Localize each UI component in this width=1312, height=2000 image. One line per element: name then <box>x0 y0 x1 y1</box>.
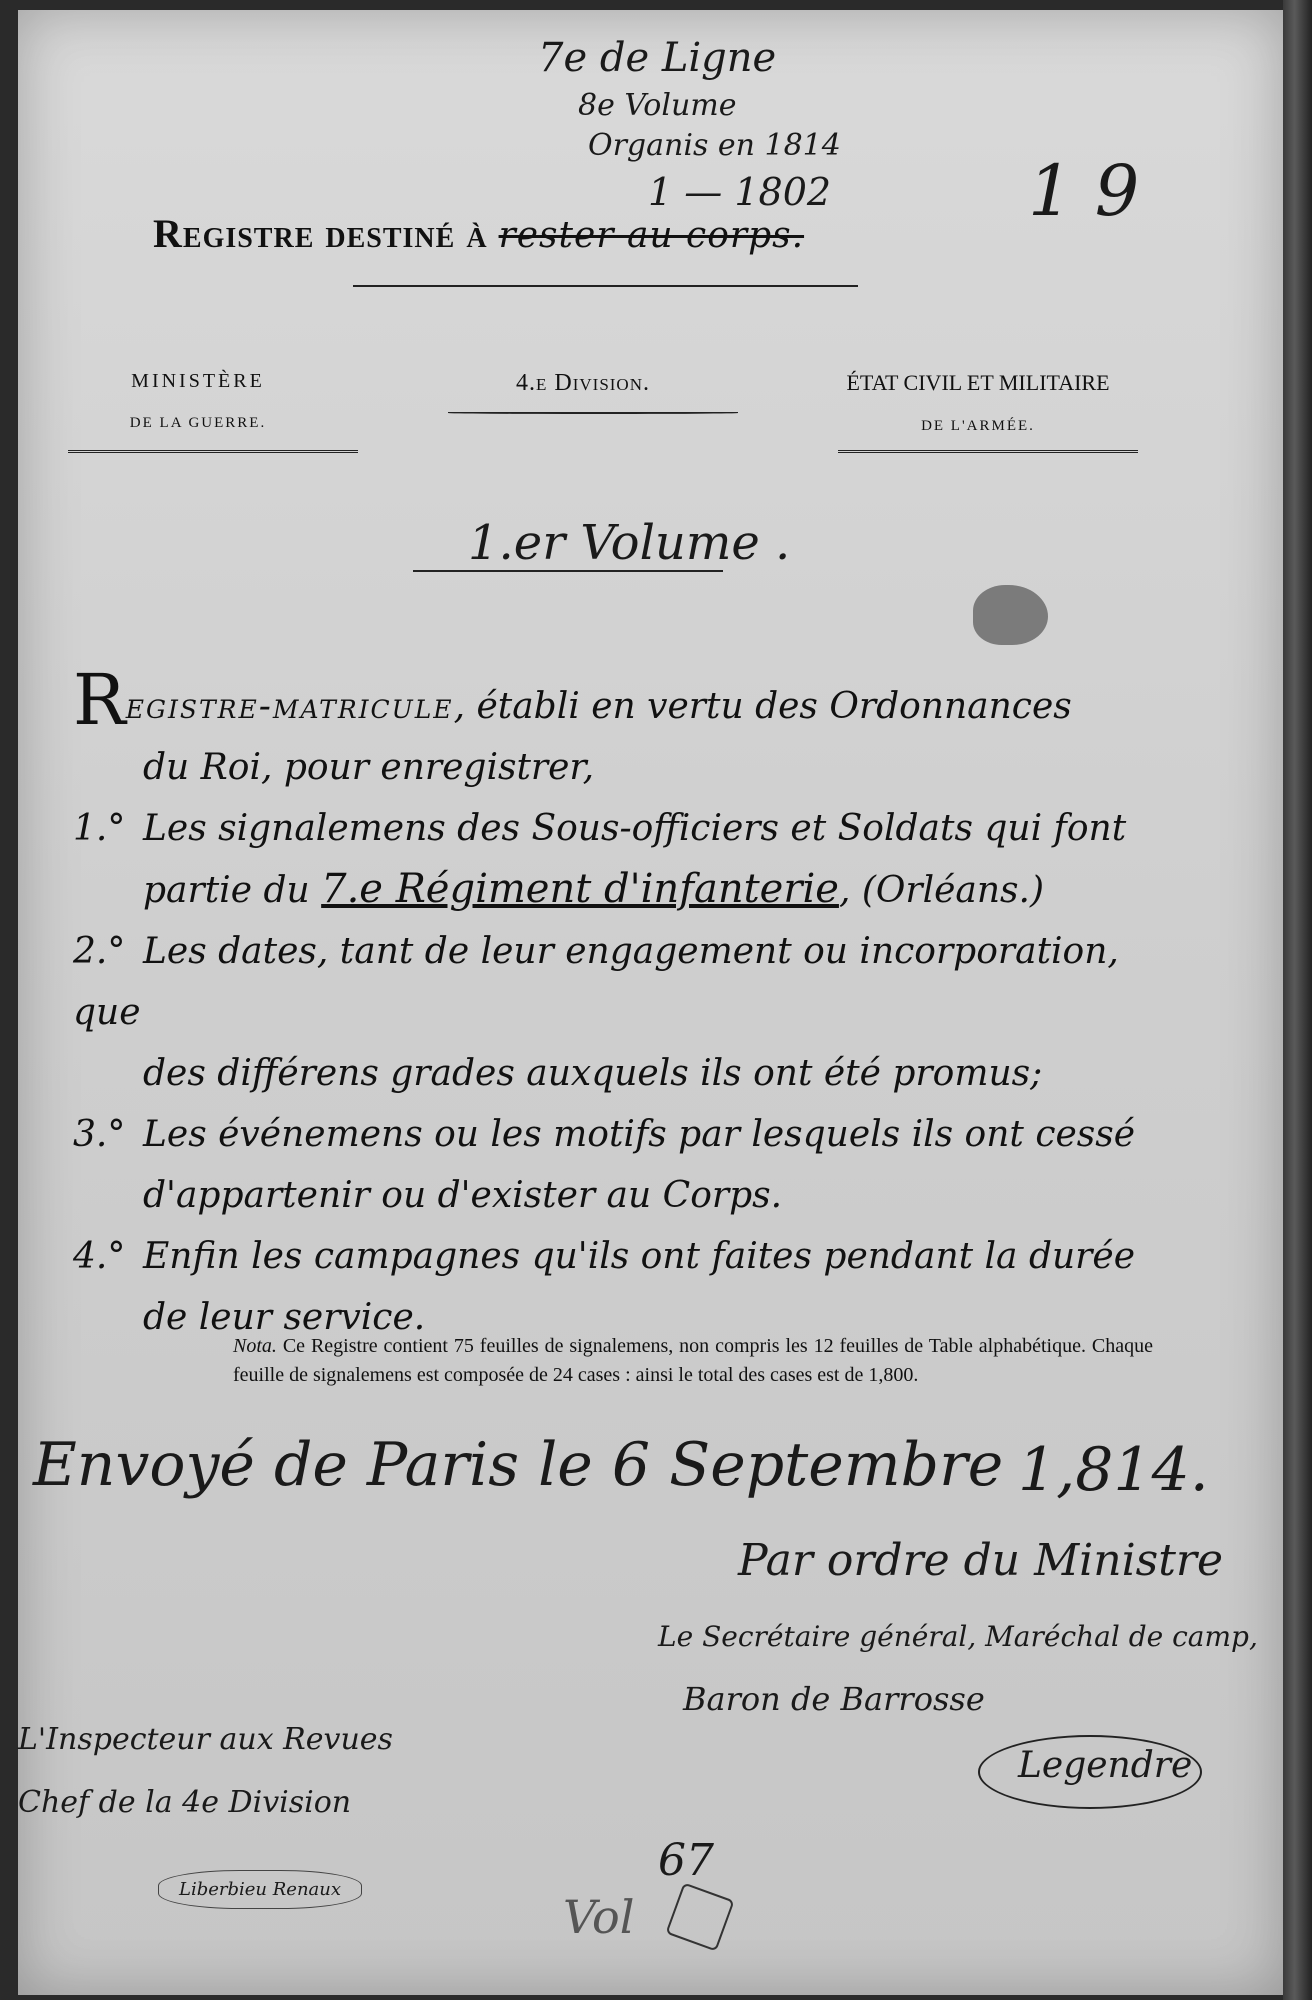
folio-number: 67 <box>658 1835 714 1886</box>
item1-text: Les signalemens des Sous-officiers et Soldats qui font <box>143 808 1127 849</box>
item1-pre: partie du <box>143 870 310 911</box>
intro-register-term: egistre-matricule <box>125 686 454 727</box>
item4-text: Enfin les campagnes qu'ils ont faites pendant la durée <box>143 1236 1136 1277</box>
item3-number: 3.° <box>73 1114 126 1155</box>
civil-status-line2: DE L'ARMÉE. <box>921 418 1035 434</box>
title-handwritten: rester au corps. <box>498 215 805 256</box>
title-printed: Registre destiné à <box>153 211 488 256</box>
annotation-regiment: 7e de Ligne <box>538 35 777 81</box>
civil-status-rule <box>838 450 1138 457</box>
item1-regiment: 7.e Régiment d'infanterie <box>321 866 839 912</box>
nota-note <box>233 1332 1153 1390</box>
dispatch-signature: Legendre <box>1018 1745 1193 1786</box>
folio-scribble <box>665 1882 734 1951</box>
item1-line2 <box>73 859 1173 921</box>
ministry-line1: MINISTÈRE <box>131 370 265 392</box>
register-title-page <box>18 10 1283 1995</box>
annotation-years: 1 — 1802 <box>648 170 832 214</box>
annotation-volume: 8e Volume <box>578 88 737 123</box>
dispatch-order: Par ordre du Ministre <box>738 1535 1223 1586</box>
division-rule <box>448 412 738 414</box>
drop-cap: R <box>73 659 126 741</box>
annotation-corner-number: 1 9 <box>1028 150 1140 232</box>
item3-line2: d'appartenir ou d'exister au Corps. <box>143 1175 783 1216</box>
intro-line2: du Roi, pour enregistrer, <box>143 747 595 788</box>
division-heading: 4.e Division. <box>516 370 650 396</box>
ministry-rule <box>68 450 358 457</box>
civil-status-heading <box>818 370 1138 435</box>
paper-stain <box>973 585 1048 645</box>
volume-rule <box>413 570 723 572</box>
page-title <box>153 210 804 257</box>
item4-line2: de leur service. <box>143 1297 426 1338</box>
item1-post: , (Orléans.) <box>838 870 1045 911</box>
intro-line1 <box>73 659 1173 741</box>
folio-ref: Vol <box>563 1890 635 1944</box>
item2-line1 <box>73 921 1173 1043</box>
dispatch-year: 1,814. <box>1018 1435 1209 1505</box>
book-spine <box>1283 0 1312 2000</box>
civil-status-line1: ÉTAT CIVIL ET MILITAIRE <box>846 370 1110 395</box>
item4-number: 4.° <box>73 1236 126 1277</box>
volume-label: 1.er Volume . <box>468 515 791 571</box>
register-description <box>73 659 1173 1348</box>
ministry-line2: DE LA GUERRE. <box>129 415 267 431</box>
item4-line1 <box>73 1226 1173 1287</box>
item1-line1 <box>73 798 1173 859</box>
intro-rest: , établi en vertu des Ordonnances <box>453 686 1072 727</box>
item3-text: Les événemens ou les motifs par lesquels ils ont cessé <box>143 1114 1136 1155</box>
inspector-line2: Chef de la 4e Division <box>18 1785 352 1820</box>
item2-text: Les dates, tant de leur engagement ou incorporation, que <box>73 931 1119 1033</box>
dispatch-baron: Baron de Barrosse <box>683 1680 985 1718</box>
item3-line1 <box>73 1104 1173 1165</box>
title-rule <box>353 285 858 287</box>
inspector-signature: Liberbieu Renaux <box>158 1870 362 1909</box>
ministry-heading <box>78 370 318 432</box>
nota-label: Nota. <box>233 1335 277 1357</box>
annotation-organised: Organis en 1814 <box>588 128 841 163</box>
item1-number: 1.° <box>73 808 126 849</box>
dispatch-sent: Envoyé de Paris le 6 Septembre <box>33 1430 1004 1500</box>
item2-number: 2.° <box>73 931 126 972</box>
inspector-line1: L'Inspecteur aux Revues <box>18 1722 393 1757</box>
item2-line2: des différens grades auxquels ils ont été promus; <box>143 1053 1043 1094</box>
nota-text: Ce Registre contient 75 feuilles de signalemens, non compris les 12 feuilles de Table alphabétique. Chaque feuille de signalemens est composée de 24 cases : ainsi le total des cases est de 1,800. <box>233 1335 1153 1386</box>
dispatch-secretary: Le Secrétaire général, Maréchal de camp, <box>658 1620 1258 1653</box>
